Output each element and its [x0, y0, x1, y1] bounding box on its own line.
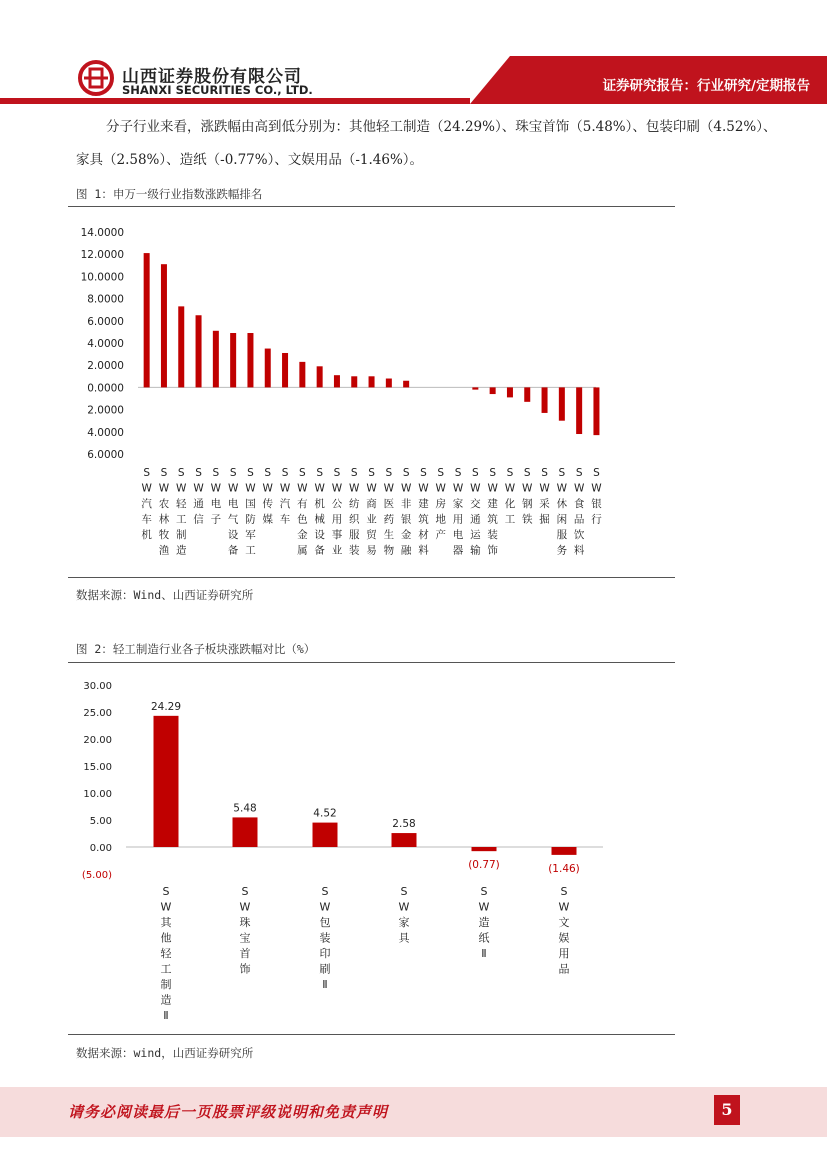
- company-logo: [78, 60, 114, 96]
- bar: [490, 387, 496, 394]
- y-tick-label: 8.0000: [87, 293, 124, 306]
- page-number: 5: [714, 1095, 740, 1125]
- bar: [144, 253, 150, 387]
- x-tick-label: S W 有色金属: [297, 467, 308, 557]
- bar: [386, 379, 392, 388]
- data-label: 4.52: [313, 807, 337, 820]
- y-tick-label: 10.0000: [80, 271, 124, 284]
- bar: [265, 349, 271, 388]
- company-name-cn: 山西证券股份有限公司: [122, 67, 302, 87]
- figure-1-top-rule: [68, 206, 675, 207]
- bar: [552, 847, 577, 855]
- x-tick-label: S W 汽车机: [141, 467, 152, 541]
- x-tick-label: S W 机械设备: [314, 467, 325, 557]
- x-tick-label: S W 国防军工: [245, 467, 256, 557]
- y-tick-label: 25.00: [83, 708, 112, 719]
- x-tick-label: S W 汽车: [279, 467, 291, 526]
- y-tick-label: 4.0000: [87, 338, 124, 350]
- x-tick-label: S W 商业贸易: [366, 467, 377, 557]
- bar: [559, 387, 565, 420]
- x-tick-label: S W 珠宝首饰: [239, 885, 251, 976]
- figure-2-chart: [68, 668, 675, 1030]
- x-tick-label: S W 房地产: [435, 467, 446, 541]
- bar: [282, 353, 288, 387]
- bar: [369, 376, 375, 387]
- x-tick-label: S W 医药生物: [383, 467, 395, 557]
- figure-2-top-rule: [68, 662, 675, 663]
- figure-1-bottom-rule: [68, 577, 675, 578]
- bar: [392, 833, 417, 847]
- y-tick-label: 2.0000: [87, 360, 124, 373]
- x-tick-label: S W 化工: [504, 467, 516, 526]
- bar: [576, 387, 582, 434]
- y-tick-label: 2.0000: [87, 404, 124, 417]
- y-tick-label: 4.0000: [87, 426, 124, 439]
- figure-1-source: 数据来源：Wind、山西证券研究所: [76, 588, 254, 602]
- header-thin-rule: [0, 98, 470, 104]
- x-tick-label: S W 其他轻工制造 Ⅱ: [160, 885, 172, 1022]
- bar: [334, 375, 340, 387]
- bar: [213, 331, 219, 388]
- bar: [317, 366, 323, 387]
- bar: [351, 376, 357, 387]
- bar: [313, 823, 338, 847]
- y-tick-label: 14.0000: [80, 227, 124, 239]
- bar: [230, 333, 236, 387]
- figure-2-bottom-rule: [68, 1034, 675, 1035]
- y-tick-label: 5.00: [89, 816, 112, 827]
- y-tick-label: 6.0000: [87, 449, 124, 461]
- y-tick-label: 0.00: [89, 843, 112, 854]
- data-label: 5.48: [233, 802, 257, 815]
- company-name-en: SHANXI SECURITIES CO., LTD.: [122, 83, 313, 97]
- x-tick-label: S W 文娱用品: [558, 885, 570, 976]
- y-tick-label: 12.0000: [80, 249, 124, 262]
- data-label: (0.77): [468, 859, 500, 872]
- x-tick-label: S W 交通运输: [470, 467, 481, 557]
- x-tick-label: S W 食品饮料: [573, 467, 585, 557]
- x-tick-label: S W 纺织服装: [349, 467, 360, 557]
- y-tick-label: (5.00): [81, 870, 112, 881]
- bar: [178, 306, 184, 387]
- bar: [403, 381, 409, 388]
- y-tick-label: 6.0000: [87, 315, 124, 328]
- bar: [472, 387, 478, 389]
- bar: [233, 817, 258, 847]
- x-tick-label: S W 包装印刷 Ⅱ: [319, 885, 331, 991]
- x-tick-label: S W 家具: [398, 885, 410, 945]
- bar: [154, 716, 179, 847]
- x-tick-label: S W 建筑装饰: [487, 467, 498, 557]
- paragraph-line-1: 分子行业来看，涨跌幅由高到低分别为：其他轻工制造（24.29%）、珠宝首饰（5.48%）、包装印刷（4.52%）、: [106, 119, 777, 135]
- y-tick-label: 10.00: [83, 789, 112, 800]
- x-tick-label: S W 采掘: [539, 467, 550, 526]
- x-tick-label: S W 轻工制造: [176, 467, 187, 557]
- footer-disclaimer: 请务必阅读最后一页股票评级说明和免责声明: [68, 1103, 389, 1121]
- y-tick-label: 0.0000: [87, 382, 124, 395]
- bar: [507, 387, 513, 397]
- x-tick-label: S W 通信: [193, 467, 204, 526]
- x-tick-label: S W 休闲服务: [556, 467, 568, 557]
- x-tick-label: S W 公用事业: [331, 467, 343, 557]
- x-tick-label: S W 建筑材料: [418, 467, 429, 557]
- bar: [593, 387, 599, 435]
- x-tick-label: S W 家用电器: [452, 467, 464, 557]
- y-tick-label: 30.00: [83, 681, 112, 692]
- data-label: (1.46): [548, 862, 580, 875]
- bar: [299, 362, 305, 388]
- bar: [472, 847, 497, 851]
- y-tick-label: 15.00: [83, 762, 112, 773]
- x-tick-label: S W 造纸 Ⅱ: [478, 885, 490, 960]
- figure-1-title: 图 1：申万一级行业指数涨跌幅排名: [76, 187, 263, 201]
- bar: [524, 387, 530, 401]
- figure-2-title: 图 2：轻工制造行业各子板块涨跌幅对比（%）: [76, 642, 316, 656]
- paragraph-line-2: 家具（2.58%）、造纸（-0.77%）、文娱用品（-1.46%）。: [76, 152, 424, 168]
- y-tick-label: 20.00: [83, 735, 112, 746]
- figure-1-chart: [68, 214, 675, 574]
- x-tick-label: S W 钢铁: [522, 467, 533, 526]
- bar: [196, 315, 202, 387]
- figure-2-source: 数据来源：wind，山西证券研究所: [76, 1046, 254, 1060]
- x-tick-label: S W 银行: [591, 467, 602, 526]
- report-type-label: 证券研究报告：行业研究/定期报告: [602, 78, 810, 94]
- x-tick-label: S W 电气设备: [227, 467, 239, 557]
- bar: [247, 333, 253, 387]
- data-label: 24.29: [150, 700, 182, 713]
- x-tick-label: S W 传媒: [262, 467, 273, 526]
- x-tick-label: S W 非银金融: [400, 467, 412, 557]
- x-tick-label: S W 农林牧渔: [158, 467, 170, 557]
- x-tick-label: S W 电子: [210, 467, 222, 526]
- bar: [542, 387, 548, 413]
- data-label: 2.58: [392, 818, 416, 831]
- bar: [161, 264, 167, 387]
